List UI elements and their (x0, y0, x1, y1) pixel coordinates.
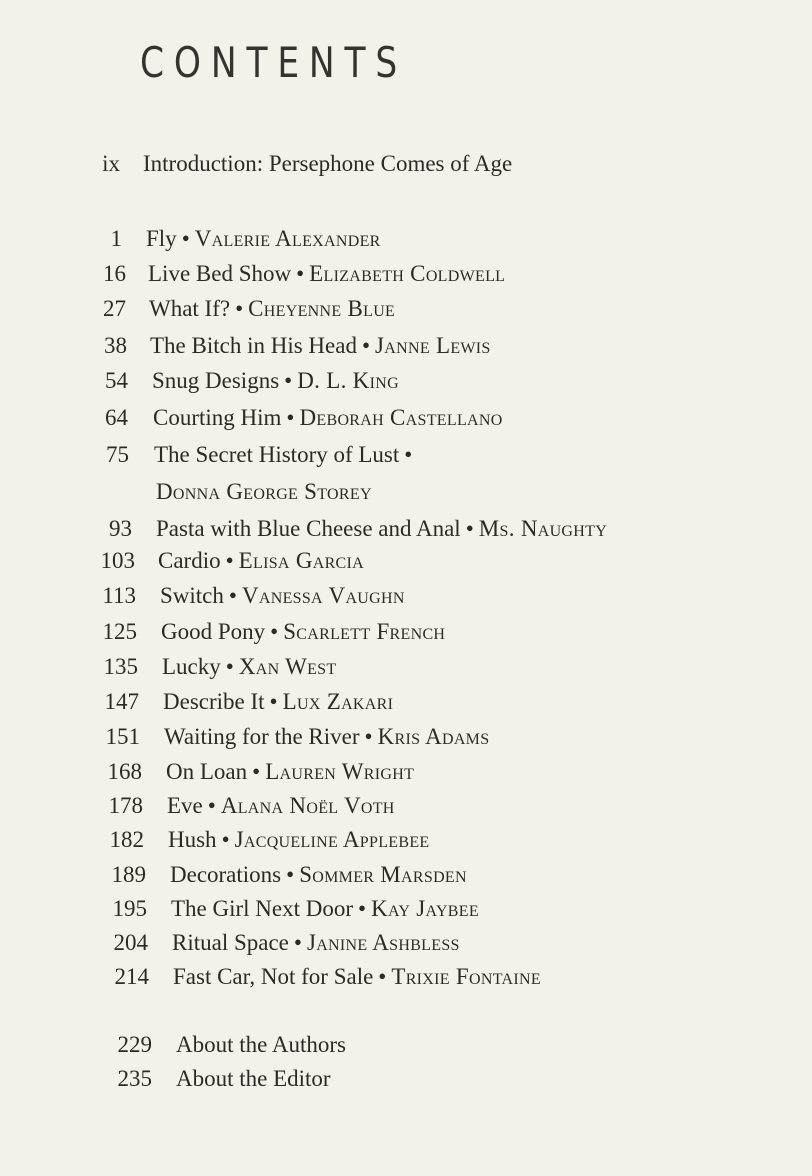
author-name: Jacqueline Applebee (234, 827, 430, 852)
page-number: 229 (117, 1032, 152, 1057)
story-title: On Loan (166, 759, 248, 784)
page-number: 235 (117, 1066, 152, 1091)
author-name: Xan West (238, 654, 337, 679)
page-number: 214 (114, 964, 149, 989)
page-number: 168 (107, 759, 142, 784)
story-title: Fly (146, 226, 177, 251)
bullet-separator: • (252, 759, 261, 784)
page-number: 135 (103, 654, 138, 679)
author-name: Cheyenne Blue (248, 296, 396, 321)
story-title: Pasta with Blue Cheese and Anal (156, 516, 461, 541)
author-name: Janne Lewis (375, 333, 491, 358)
bullet-separator: • (270, 619, 279, 644)
page-number: 182 (109, 827, 144, 852)
page-number: ix (102, 151, 120, 176)
page-number: 147 (104, 689, 139, 714)
page-number: 125 (102, 619, 137, 644)
author-name: Trixie Fontaine (391, 964, 541, 989)
bullet-separator: • (225, 548, 234, 573)
story-title: Eve (167, 793, 203, 818)
story-title: Fast Car, Not for Sale (173, 964, 374, 989)
story-title: Decorations (170, 862, 282, 887)
author-name: Lux Zakari (282, 689, 394, 714)
author-name: Sommer Marsden (299, 862, 467, 887)
entry-title: About the Authors (176, 1032, 346, 1057)
story-title: Snug Designs (152, 368, 280, 393)
bullet-separator: • (296, 261, 305, 286)
bullet-separator: • (225, 654, 234, 679)
author-name: D. L. King (297, 368, 399, 393)
page-number: 178 (108, 793, 143, 818)
bullet-separator: • (378, 964, 387, 989)
author-name: Deborah Castellano (299, 405, 503, 430)
page-number: 204 (113, 930, 148, 955)
bullet-separator: • (269, 689, 278, 714)
page-number: 64 (105, 405, 128, 430)
bullet-separator: • (284, 368, 293, 393)
story-title: Courting Him (153, 405, 282, 430)
page-number: 75 (106, 442, 129, 467)
page-title: CONTENTS (140, 38, 408, 87)
page-number: 27 (103, 296, 126, 321)
bullet-separator: • (361, 333, 371, 358)
story-title: The Secret History of Lust (154, 442, 400, 467)
bullet-separator: • (207, 793, 216, 818)
page-number: 54 (105, 368, 128, 393)
author-name: Kris Adams (377, 724, 490, 749)
author-name: Elisa Garcia (238, 548, 365, 573)
bullet-separator: • (293, 930, 302, 955)
page-number: 189 (111, 862, 146, 887)
bullet-separator: • (228, 583, 237, 608)
bullet-separator: • (286, 862, 295, 887)
story-title: Lucky (162, 654, 221, 679)
author-name: Vanessa Vaughn (241, 583, 405, 608)
author-name: Lauren Wright (265, 759, 415, 784)
page-number: 1 (110, 226, 122, 251)
story-title: Hush (168, 827, 217, 852)
author-name: Janine Ashbless (306, 930, 460, 955)
story-title: Ritual Space (172, 930, 289, 955)
author-name: Donna George Storey (156, 479, 372, 504)
author-name: Scarlett French (283, 619, 446, 644)
author-name: Elizabeth Coldwell (309, 261, 506, 286)
story-title: Cardio (158, 548, 221, 573)
story-title: Waiting for the River (164, 724, 360, 749)
entry-title: About the Editor (176, 1066, 331, 1091)
story-title: What If? (149, 296, 231, 321)
story-title: Describe It (163, 689, 265, 714)
page-number: 113 (102, 583, 136, 608)
bullet-separator: • (235, 296, 244, 321)
story-title: Live Bed Show (148, 261, 292, 286)
page-number: 195 (112, 896, 147, 921)
page-number: 16 (103, 261, 126, 286)
page-number: 151 (105, 724, 140, 749)
bullet-separator: • (364, 724, 373, 749)
bullet-separator: • (221, 827, 230, 852)
author-name: Valerie Alexander (194, 226, 381, 251)
story-title: The Bitch in His Head (150, 333, 357, 358)
page-number: 93 (109, 516, 132, 541)
author-name: Kay Jaybee (371, 896, 479, 921)
bullet-separator: • (286, 405, 295, 430)
author-name: Ms. Naughty (478, 516, 608, 541)
story-title: Good Pony (161, 619, 266, 644)
author-name: Alana Noël Voth (220, 793, 395, 818)
bullet-separator: • (404, 442, 413, 467)
entry-title: Introduction: Persephone Comes of Age (143, 151, 513, 176)
bullet-separator: • (465, 516, 474, 541)
page-number: 103 (100, 548, 135, 573)
story-title: The Girl Next Door (171, 896, 354, 921)
story-title: Switch (160, 583, 224, 608)
bullet-separator: • (358, 896, 367, 921)
page-number: 38 (104, 333, 127, 358)
bullet-separator: • (181, 226, 190, 251)
